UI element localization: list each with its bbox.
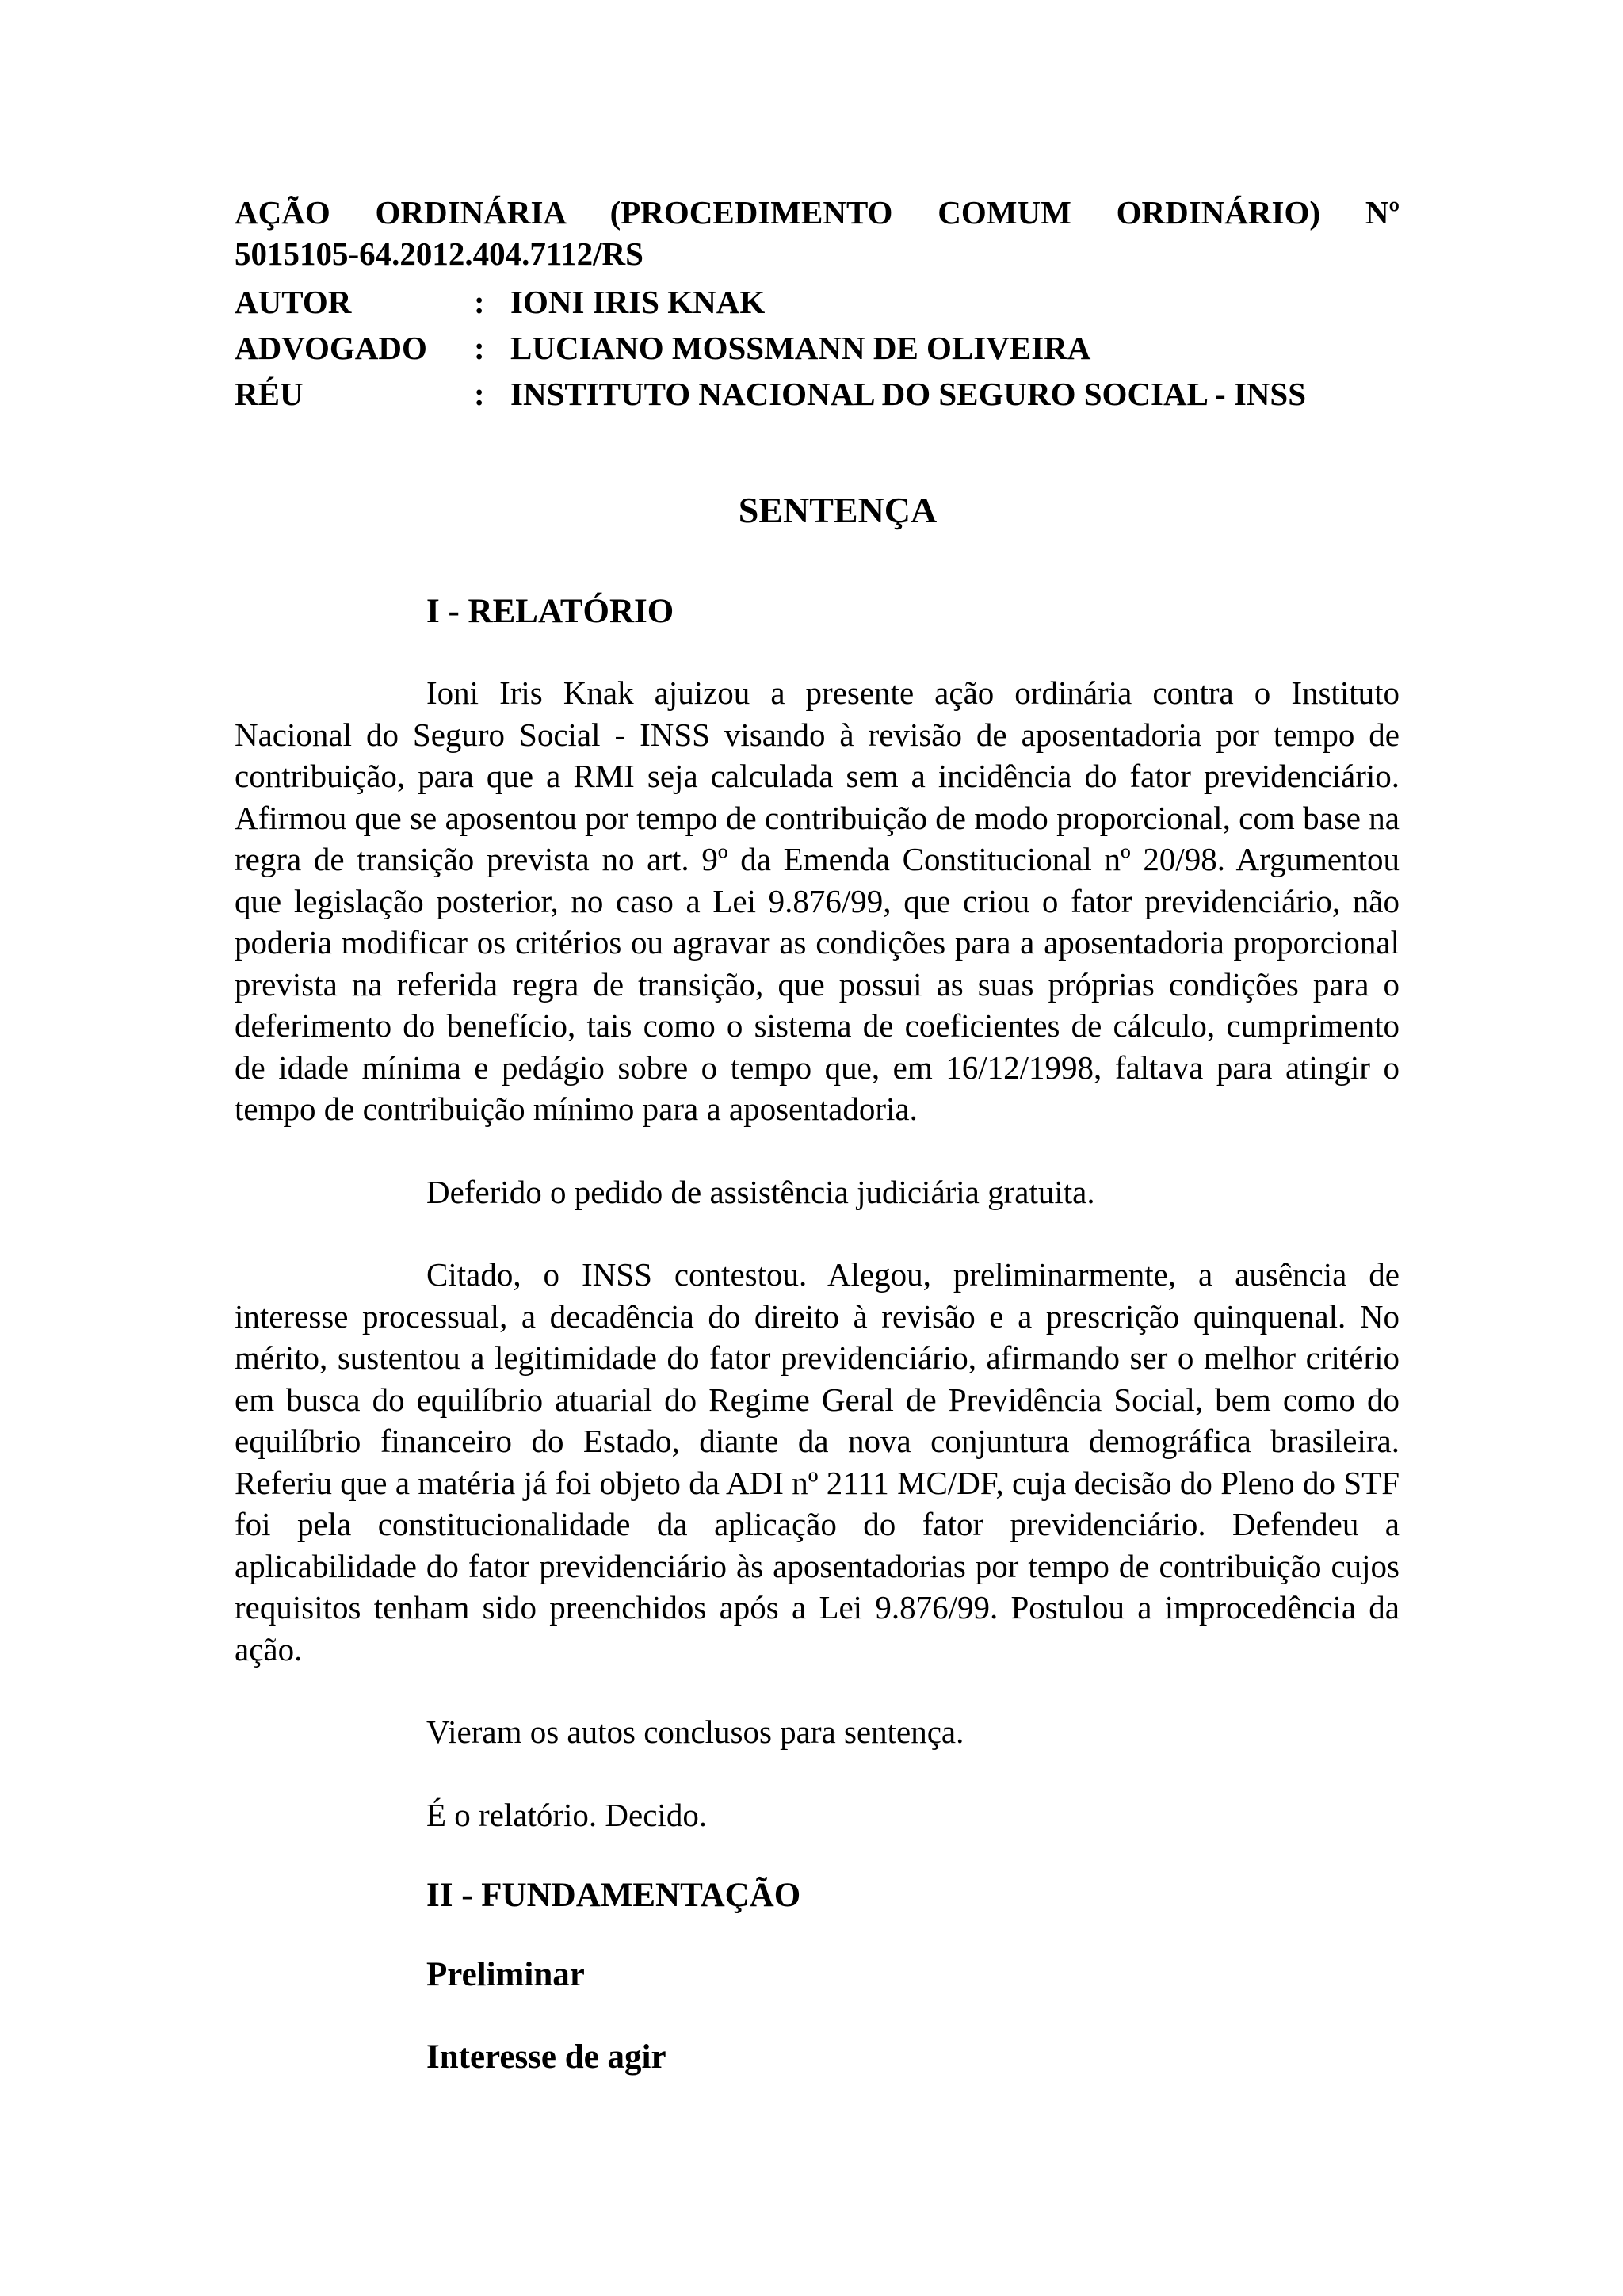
party-value: IONI IRIS KNAK <box>510 284 766 320</box>
party-value: INSTITUTO NACIONAL DO SEGURO SOCIAL - INSS <box>510 376 1307 412</box>
party-row-advogado <box>235 325 1400 371</box>
document-title: SENTENÇA <box>738 490 938 530</box>
party-value: LUCIANO MOSSMANN DE OLIVEIRA <box>510 330 1091 366</box>
paragraph: Citado, o INSS contestou. Alegou, preliminarmente, a ausência de interesse processual, a decadência do direito à revisão e a prescrição quinquenal. No mérito, sustentou a legitimidade do fator previdenciário, afirmando ser o melhor critério em busca do equilíbrio atuarial do Regime Geral de Previdência Social, bem como do equilíbrio financeiro do Estado, diante da nova conjuntura demográfica brasileira. Referiu que a matéria já foi objeto da ADI nº 2111 MC/DF, cuja decisão do Pleno do STF foi pela constitucionalidade da aplicação do fator previdenciário. Defendeu a aplicabilidade do fator previdenciário às aposentadorias por tempo de contribuição cujos requisitos tenham sido preenchidos após a Lei 9.876/99. Postulou a improcedência da ação. <box>235 1256 1400 1668</box>
paragraph: Ioni Iris Knak ajuizou a presente ação ordinária contra o Instituto Nacional do Seguro Social - INSS visando à revisão de aposentadoria por tempo de contribuição, para que a RMI seja calculada sem a incidência do fator previdenciário. Afirmou que se aposentou por tempo de contribuição de modo proporcional, com base na regra de transição prevista no art. 9º da Emenda Constitucional nº 20/98. Argumentou que legislação posterior, no caso a Lei 9.876/99, que criou o fator previdenciário, não poderia modificar os critérios ou agravar as condições para a aposentadoria proporcional prevista na referida regra de transição, que possui as suas próprias condições para o deferimento do benefício, tais como o sistema de coeficientes de cálculo, cumprimento de idade mínima e pedágio sobre o tempo que, em 16/12/1998, faltava para atingir o tempo de contribuição mínimo para a aposentadoria. <box>235 674 1400 1127</box>
parties-block <box>235 279 1400 417</box>
party-label: RÉU <box>235 376 304 412</box>
party-separator: : <box>474 284 485 320</box>
paragraph: É o relatório. Decido. <box>426 1796 708 1833</box>
section-title-relatorio: I - RELATÓRIO <box>426 593 674 630</box>
paragraph: Vieram os autos conclusos para sentença. <box>426 1713 964 1750</box>
case-heading <box>235 192 1400 274</box>
subsection-title-preliminar: Preliminar <box>426 1956 585 1993</box>
party-separator: : <box>474 330 485 366</box>
party-label: AUTOR <box>235 284 352 320</box>
case-number: 5015105-64.2012.404.7112/RS <box>235 235 643 272</box>
paragraph: Deferido o pedido de assistência judiciária gratuita. <box>426 1173 1095 1210</box>
subsection-title-interesse-de-agir: Interesse de agir <box>426 2038 666 2076</box>
section-title-fundamentacao: II - FUNDAMENTAÇÃO <box>426 1877 801 1914</box>
party-separator: : <box>474 376 485 412</box>
document-page <box>235 192 1400 2078</box>
party-row-autor <box>235 279 1400 325</box>
party-row-reu <box>235 371 1400 417</box>
case-title-line1: AÇÃO ORDINÁRIA (PROCEDIMENTO COMUM ORDINÁRIO) Nº <box>235 194 1400 231</box>
party-label: ADVOGADO <box>235 330 427 366</box>
